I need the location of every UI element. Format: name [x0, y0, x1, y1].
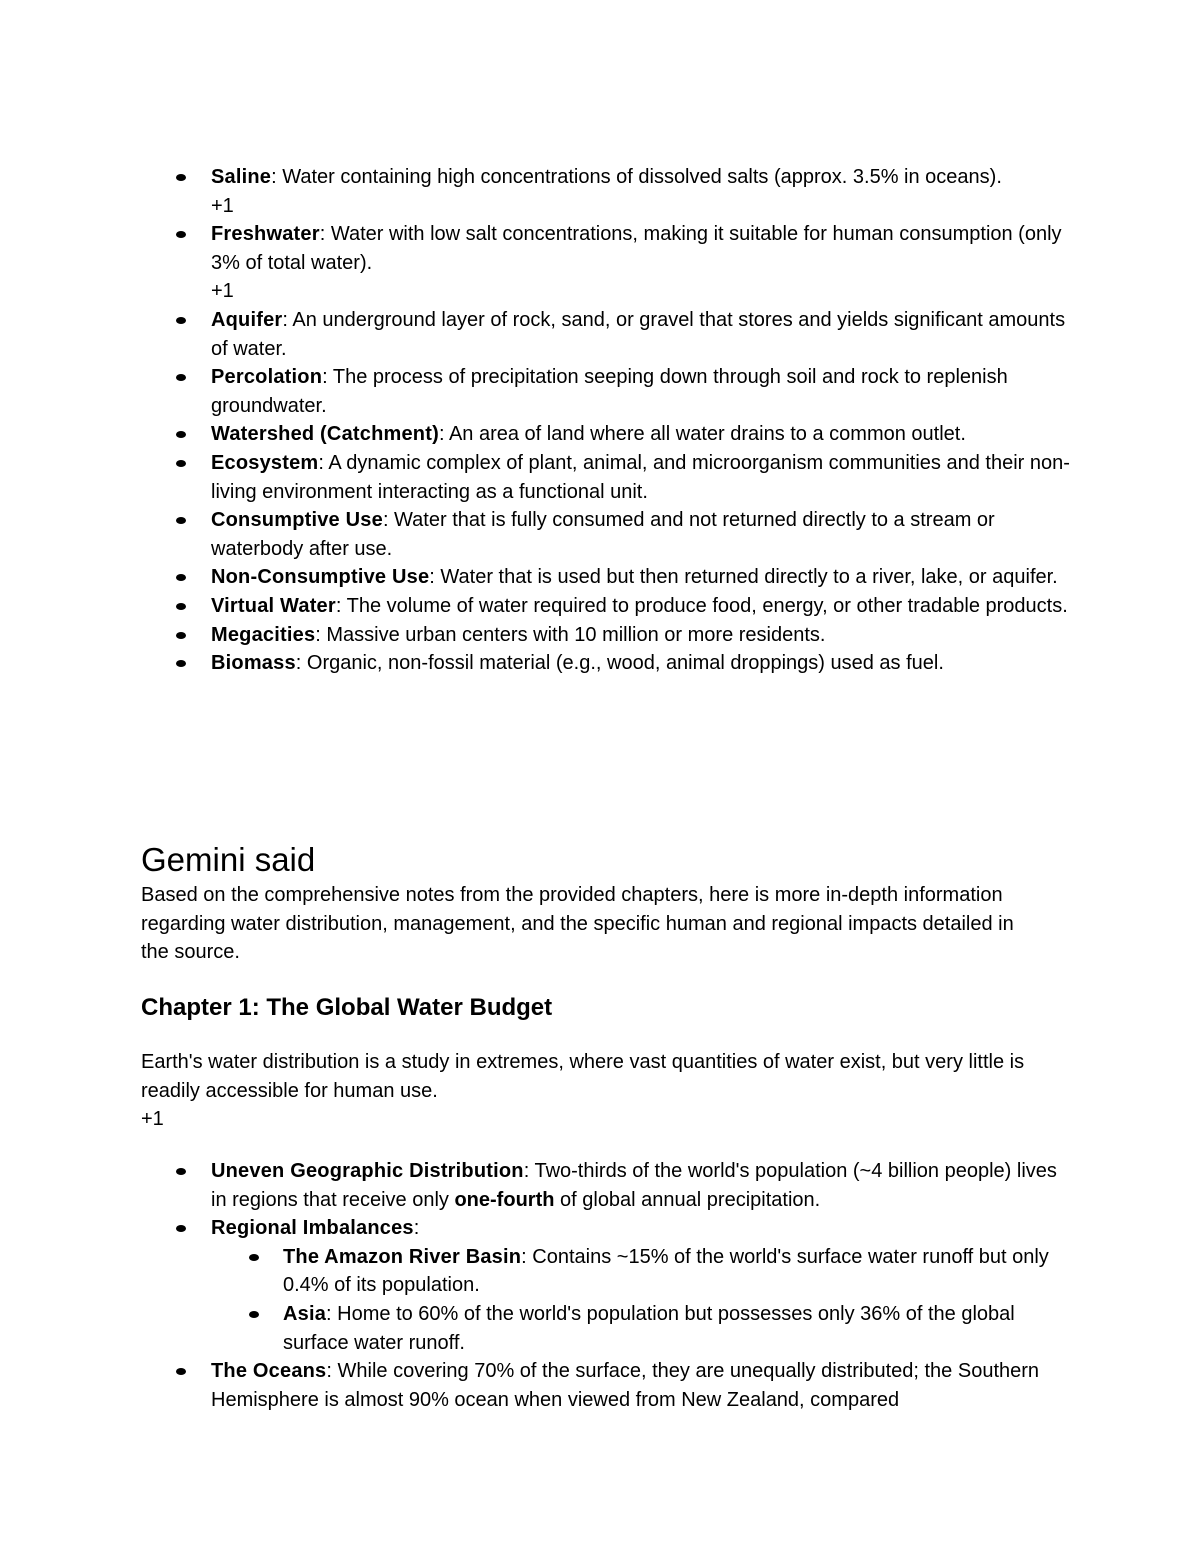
term-definition: : Water containing high concentrations of dissolved salts (approx. 3.5% in oceans).: [271, 166, 1002, 188]
term-definition: : The volume of water required to produce food, energy, or other tradable products.: [335, 594, 1068, 617]
bullet-icon: [176, 374, 186, 381]
term-definition: : Two-thirds of the world's population (~4 billion people) lives in regions that receive only: [211, 1160, 1057, 1211]
term-name: Megacities: [211, 623, 316, 646]
list-item: [0, 220, 1200, 306]
bullet-icon: [176, 1368, 186, 1375]
bullet-icon: [176, 603, 186, 610]
bullet-icon: [249, 1311, 259, 1318]
term-name: Percolation: [211, 366, 323, 389]
term-name: Saline: [211, 166, 272, 188]
bullet-icon: [176, 431, 186, 438]
list-item: [0, 1214, 1200, 1243]
term-name: Non-Consumptive Use: [211, 566, 430, 589]
gemini-intro: Based on the comprehensive notes from the provided chapters, here is more in-depth information regarding water distribution, management, and the specific human and regional impacts detailed in the source.: [141, 884, 1014, 964]
term-definition: : Contains ~15% of the world's surface water runoff but only 0.4% of its population.: [283, 1245, 1049, 1297]
chapter-bullet-list: [0, 1157, 1200, 1414]
citation-count: +1: [141, 1108, 164, 1131]
term-name: The Oceans: [211, 1360, 327, 1383]
bullet-icon: [176, 574, 186, 581]
term-definition: : While covering 70% of the surface, they are unequally distributed; the Southern Hemisphere is almost 90% ocean when viewed from New Zealand, compared: [211, 1360, 1040, 1411]
chapter-intro-text: Earth's water distribution is a study in extremes, where vast quantities of water exist, but very little is readily accessible for human use.: [141, 1051, 1025, 1102]
bullet-icon: [176, 1168, 186, 1175]
bullet-icon: [176, 632, 186, 639]
term-name: Uneven Geographic Distribution: [211, 1160, 524, 1182]
emphasis-text: one-fourth: [454, 1188, 555, 1211]
list-item: [0, 306, 1200, 363]
bullet-icon: [249, 1254, 259, 1261]
list-item: [0, 363, 1200, 420]
term-definition: : A dynamic complex of plant, animal, and microorganism communities and their non-living environment interacting as a functional unit.: [211, 451, 1070, 503]
term-definition-end: of global annual precipitation.: [554, 1188, 821, 1211]
list-item: [0, 649, 1200, 678]
term-definition: : Water with low salt concentrations, making it suitable for human consumption (only 3% of total water).: [211, 223, 1062, 274]
term-name: Asia: [283, 1302, 327, 1325]
list-item: [0, 621, 1200, 650]
bullet-icon: [176, 517, 186, 524]
citation-count: +1: [211, 280, 234, 303]
term-definition: : The process of precipitation seeping down through soil and rock to replenish groundwater.: [211, 366, 1008, 417]
term-definition: : Water that is fully consumed and not returned directly to a stream or waterbody after use.: [211, 509, 995, 560]
list-item: [0, 1357, 1200, 1414]
term-name: The Amazon River Basin: [283, 1245, 522, 1268]
glossary-list: [0, 163, 1200, 678]
bullet-icon: [176, 1225, 186, 1232]
term-definition: : An area of land where all water drains to a common outlet.: [438, 423, 966, 446]
term-name: Aquifer: [211, 308, 283, 331]
gemini-heading: Gemini said: [141, 841, 316, 878]
chapter-title: Chapter 1: The Global Water Budget: [141, 994, 553, 1021]
term-definition: :: [413, 1217, 420, 1240]
list-item: [0, 592, 1200, 621]
term-definition: : Home to 60% of the world's population but possesses only 36% of the global surface water runoff.: [283, 1302, 1015, 1354]
list-item: [0, 1157, 1200, 1214]
bullet-icon: [176, 174, 186, 181]
citation-count: +1: [211, 194, 234, 217]
sub-list-item: [0, 1300, 1200, 1357]
list-item: [0, 163, 1200, 220]
term-definition: : Water that is used but then returned directly to a river, lake, or aquifer.: [429, 566, 1058, 589]
term-name: Regional Imbalances: [211, 1217, 414, 1240]
term-definition: : Massive urban centers with 10 million or more residents.: [315, 623, 826, 646]
sub-list-item: [0, 1243, 1200, 1300]
list-item: [0, 563, 1200, 592]
term-name: Consumptive Use: [211, 509, 383, 532]
term-name: Watershed (Catchment): [211, 423, 439, 446]
term-name: Virtual Water: [211, 594, 336, 617]
chapter-intro: [141, 1048, 1061, 1134]
bullet-icon: [176, 660, 186, 667]
term-name: Freshwater: [211, 223, 320, 246]
list-item: [0, 449, 1200, 506]
term-definition: : Organic, non-fossil material (e.g., wood, animal droppings) used as fuel.: [295, 652, 944, 675]
bullet-icon: [176, 317, 186, 324]
term-name: Biomass: [211, 652, 296, 675]
list-item: [0, 506, 1200, 563]
list-item: [0, 420, 1200, 449]
term-name: Ecosystem: [211, 451, 319, 474]
bullet-icon: [176, 460, 186, 467]
term-definition: : An underground layer of rock, sand, or gravel that stores and yields significant amounts of water.: [211, 308, 1066, 360]
bullet-icon: [176, 231, 186, 238]
